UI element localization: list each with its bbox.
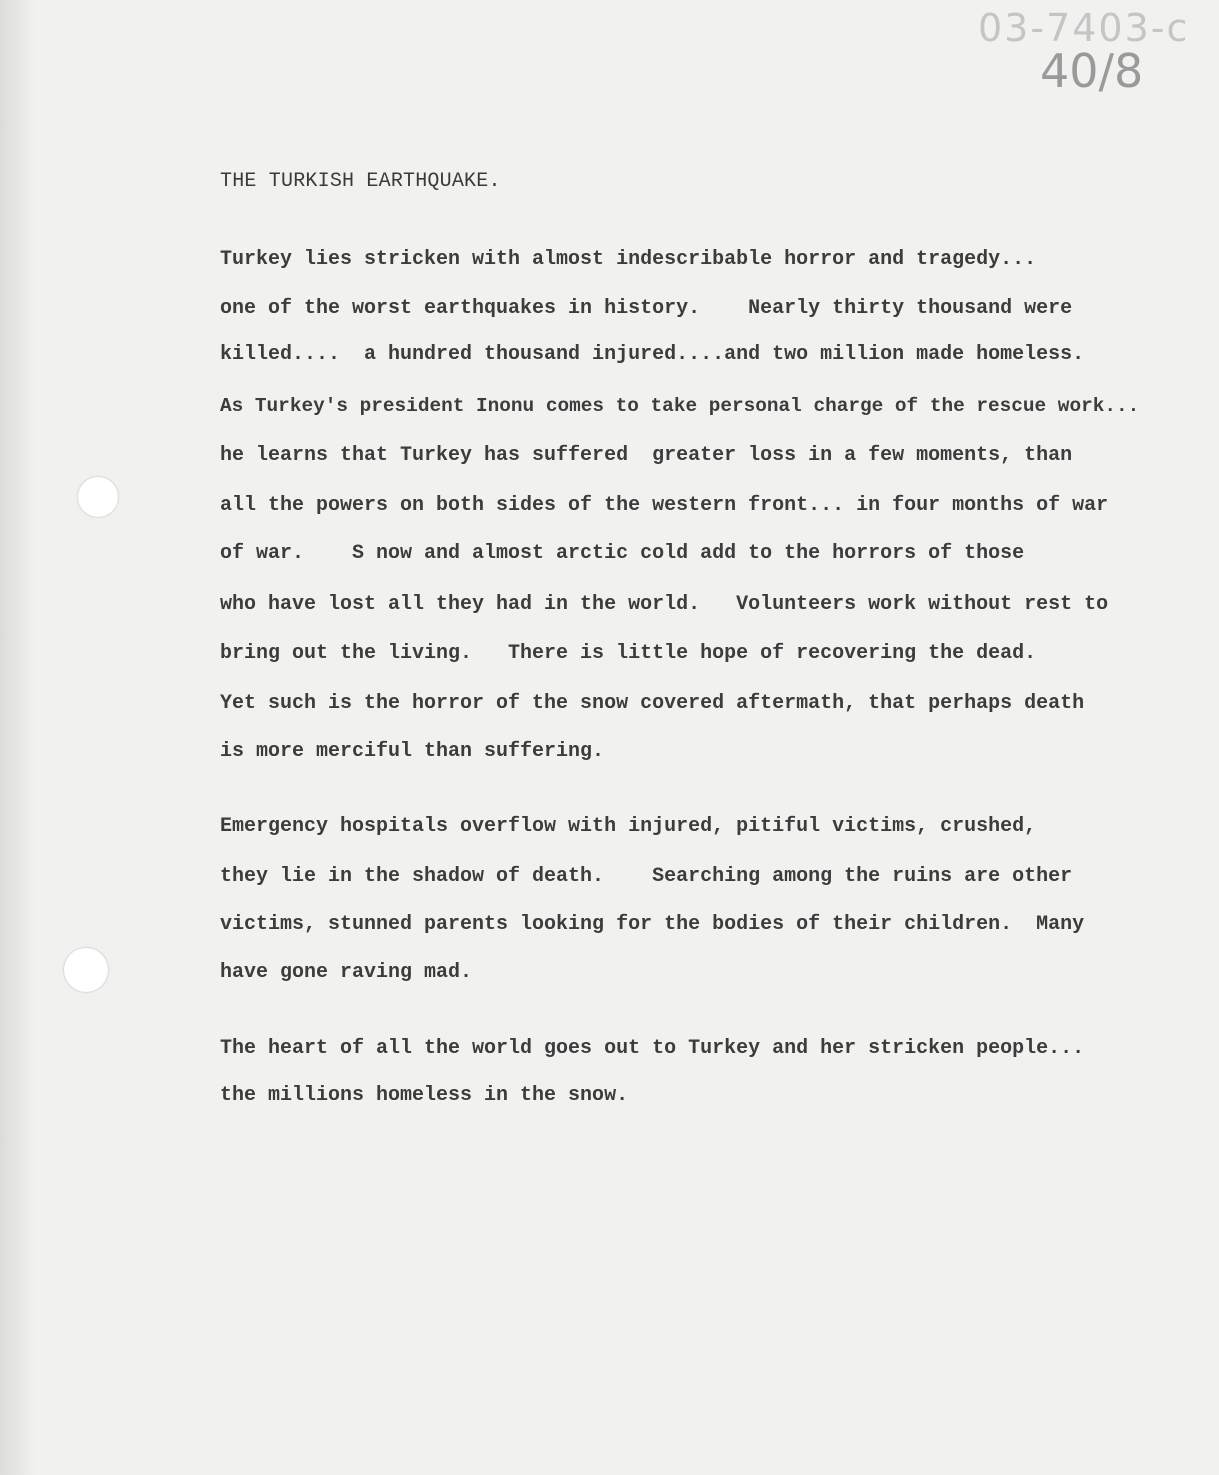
reference-number: 40/8 — [1040, 44, 1144, 98]
punch-hole-top — [78, 477, 118, 517]
text-line: they lie in the shadow of death. Searching among the ruins are other — [220, 865, 1073, 888]
page-edge-shadow — [0, 0, 36, 1475]
text-line: Turkey lies stricken with almost indescribable horror and tragedy... — [220, 248, 1037, 271]
text-line: all the powers on both sides of the western front... in four months of war — [220, 494, 1109, 517]
punch-hole-bottom — [64, 948, 108, 992]
text-line: victims, stunned parents looking for the bodies of their children. Many — [220, 913, 1085, 936]
text-line: Yet such is the horror of the snow covered aftermath, that perhaps death — [220, 692, 1085, 715]
text-line: As Turkey's president Inonu comes to take personal charge of the rescue work... — [220, 395, 1140, 417]
text-line: Emergency hospitals overflow with injured, pitiful victims, crushed, — [220, 815, 1037, 838]
text-line: he learns that Turkey has suffered greater loss in a few moments, than — [220, 444, 1073, 467]
text-line: have gone raving mad. — [220, 961, 473, 984]
text-line: who have lost all they had in the world. Volunteers work without rest to — [220, 593, 1109, 616]
text-line: one of the worst earthquakes in history. Nearly thirty thousand were — [220, 297, 1073, 320]
text-line: bring out the living. There is little hope of recovering the dead. — [220, 642, 1037, 665]
text-line: The heart of all the world goes out to Turkey and her stricken people... — [220, 1037, 1085, 1060]
text-line: of war. S now and almost arctic cold add to the horrors of those — [220, 542, 1025, 565]
text-line: is more merciful than suffering. — [220, 740, 605, 763]
reference-code: 03-7403-c — [978, 6, 1190, 50]
document-title: THE TURKISH EARTHQUAKE. — [220, 170, 501, 193]
text-line: the millions homeless in the snow. — [220, 1084, 629, 1107]
text-line: killed.... a hundred thousand injured....and two million made homeless. — [220, 343, 1085, 366]
